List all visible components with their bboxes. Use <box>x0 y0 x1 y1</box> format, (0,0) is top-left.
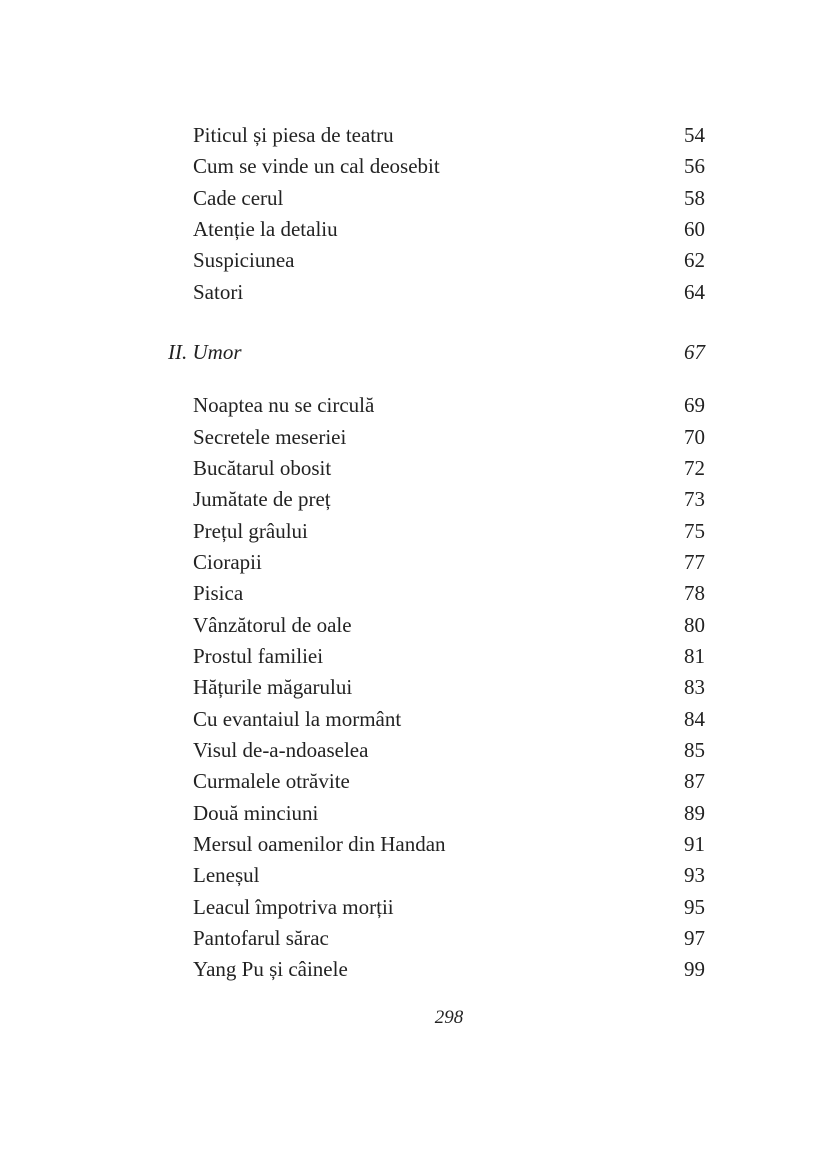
entry-title: Două minciuni <box>193 800 319 825</box>
toc-entry <box>168 735 705 766</box>
entry-title: Ciorapii <box>193 549 262 574</box>
section-heading-page-number: 67 <box>684 339 705 364</box>
entry-page-number: 72 <box>684 455 705 480</box>
toc-entry <box>168 516 705 547</box>
toc-entry <box>168 892 705 923</box>
entry-page-number: 97 <box>684 925 705 950</box>
toc-entry <box>168 704 705 735</box>
entry-title: Suspiciunea <box>193 248 295 273</box>
entry-title: Yang Pu și câinele <box>193 957 348 982</box>
entry-title: Leacul împotriva morții <box>193 894 394 919</box>
entry-page-number: 64 <box>684 279 705 304</box>
toc-entry <box>168 610 705 641</box>
toc-entry <box>168 484 705 515</box>
entry-title: Secretele meseriei <box>193 424 347 449</box>
entry-title: Prostul familiei <box>193 643 324 668</box>
entry-page-number: 73 <box>684 487 705 512</box>
entry-page-number: 93 <box>684 863 705 888</box>
entry-title: Visul de-a-ndoaselea <box>193 737 369 762</box>
entry-page-number: 78 <box>684 581 705 606</box>
toc-entry <box>168 547 705 578</box>
entry-title: Cum se vinde un cal deosebit <box>193 154 440 179</box>
toc-section-heading <box>168 337 705 368</box>
entry-title: Vânzătorul de oale <box>193 612 352 637</box>
entry-title: Prețul grâului <box>193 518 308 543</box>
entry-page-number: 81 <box>684 643 705 668</box>
entry-page-number: 62 <box>684 248 705 273</box>
entry-title: Jumătate de preț <box>193 487 331 512</box>
entry-page-number: 80 <box>684 612 705 637</box>
toc-entry <box>168 672 705 703</box>
toc-entry <box>168 277 705 308</box>
entry-page-number: 85 <box>684 737 705 762</box>
section-heading-title: II. Umor <box>168 339 242 364</box>
entry-title: Pisica <box>193 581 244 606</box>
entry-page-number: 75 <box>684 518 705 543</box>
entry-title: Mersul oamenilor din Handan <box>193 831 446 856</box>
entry-title: Leneșul <box>193 863 260 888</box>
entry-page-number: 69 <box>684 393 705 418</box>
entry-title: Pantofarul sărac <box>193 925 329 950</box>
table-of-contents <box>168 120 705 986</box>
toc-entry <box>168 923 705 954</box>
toc-entry <box>168 766 705 797</box>
toc-entry <box>168 798 705 829</box>
entry-page-number: 91 <box>684 831 705 856</box>
entry-page-number: 95 <box>684 894 705 919</box>
toc-entry <box>168 214 705 245</box>
toc-entry <box>168 183 705 214</box>
entry-page-number: 56 <box>684 154 705 179</box>
entry-title: Noaptea nu se circulă <box>193 393 375 418</box>
entry-title: Hățurile măgarului <box>193 675 353 700</box>
entry-title: Bucătarul obosit <box>193 455 332 480</box>
toc-entry <box>168 860 705 891</box>
page-folio: 298 <box>434 1007 464 1028</box>
toc-entry <box>168 422 705 453</box>
entry-page-number: 58 <box>684 185 705 210</box>
entry-title: Cade cerul <box>193 185 284 210</box>
entry-title: Cu evantaiul la mormânt <box>193 706 402 731</box>
toc-section-1 <box>168 120 705 308</box>
toc-entry <box>168 954 705 985</box>
toc-entry <box>168 829 705 860</box>
toc-entry <box>168 120 705 151</box>
entry-title: Satori <box>193 279 244 304</box>
entry-page-number: 87 <box>684 769 705 794</box>
entry-page-number: 99 <box>684 957 705 982</box>
entry-title: Atenție la detaliu <box>193 216 338 241</box>
entry-page-number: 89 <box>684 800 705 825</box>
toc-entry <box>168 390 705 421</box>
entry-page-number: 84 <box>684 706 705 731</box>
toc-entry <box>168 578 705 609</box>
toc-entry <box>168 453 705 484</box>
entry-title: Curmalele otrăvite <box>193 769 350 794</box>
entry-page-number: 60 <box>684 216 705 241</box>
entry-page-number: 83 <box>684 675 705 700</box>
entry-page-number: 70 <box>684 424 705 449</box>
toc-entry <box>168 151 705 182</box>
entry-page-number: 77 <box>684 549 705 574</box>
toc-section-2 <box>168 390 705 985</box>
toc-entry <box>168 245 705 276</box>
entry-page-number: 54 <box>684 123 705 147</box>
entry-title: Piticul și piesa de teatru <box>193 123 394 147</box>
toc-entry <box>168 641 705 672</box>
